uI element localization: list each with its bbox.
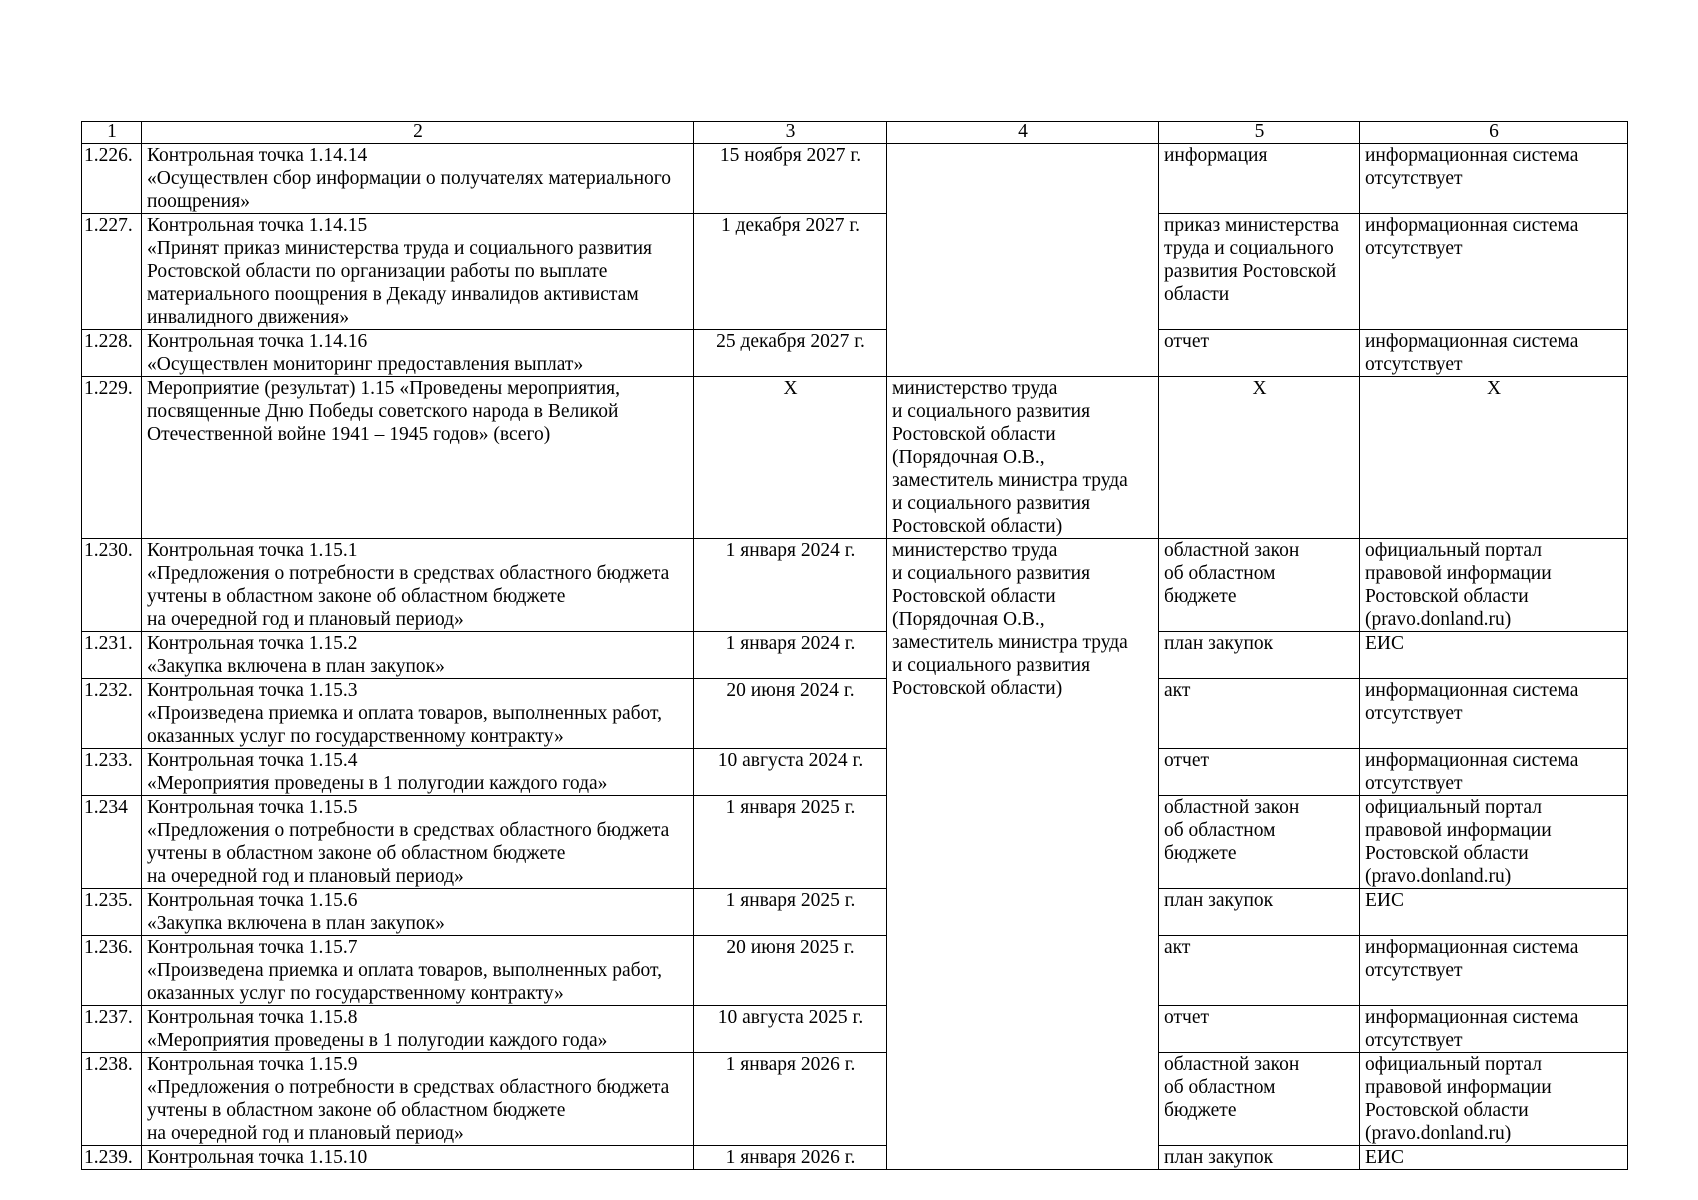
table-row [82, 679, 1628, 749]
row-date: 25 декабря 2027 г. [694, 330, 887, 377]
row-number: 1.231. [82, 632, 142, 679]
table-row [82, 1006, 1628, 1053]
row-number: 1.233. [82, 749, 142, 796]
row-document: информация [1159, 144, 1360, 214]
row-name: Контрольная точка 1.15.1 «Предложения о потребности в средствах областного бюджета учтены в областном законе об областном бюджете на очередной год и плановый период» [142, 539, 694, 632]
row-info-system: информационная система отсутствует [1360, 330, 1628, 377]
header-cell: 3 [694, 122, 887, 144]
row-number: 1.238. [82, 1053, 142, 1146]
table-row [82, 936, 1628, 1006]
row-document: план закупок [1159, 1146, 1360, 1170]
row-name: Мероприятие (результат) 1.15 «Проведены мероприятия, посвященные Дню Победы советского народа в Великой Отечественной войне 1941 – 1945 годов» (всего) [142, 377, 694, 539]
row-info-system: информационная система отсутствует [1360, 144, 1628, 214]
row-responsible-empty [887, 144, 1159, 377]
row-info-system: информационная система отсутствует [1360, 936, 1628, 1006]
row-document: отчет [1159, 749, 1360, 796]
row-info-system: официальный портал правовой информации Ростовской области (pravo.donland.ru) [1360, 539, 1628, 632]
row-info-system: ЕИС [1360, 1146, 1628, 1170]
row-info-system: информационная система отсутствует [1360, 214, 1628, 330]
header-cell: 4 [887, 122, 1159, 144]
row-date: 20 июня 2025 г. [694, 936, 887, 1006]
table-row [82, 889, 1628, 936]
row-name: Контрольная точка 1.15.6 «Закупка включена в план закупок» [142, 889, 694, 936]
row-document: акт [1159, 936, 1360, 1006]
row-document: отчет [1159, 1006, 1360, 1053]
row-number: 1.239. [82, 1146, 142, 1170]
table-row [82, 749, 1628, 796]
row-info-system: официальный портал правовой информации Ростовской области (pravo.donland.ru) [1360, 1053, 1628, 1146]
row-document: план закупок [1159, 889, 1360, 936]
row-number: 1.232. [82, 679, 142, 749]
row-number: 1.227. [82, 214, 142, 330]
row-name: Контрольная точка 1.15.5 «Предложения о потребности в средствах областного бюджета учтены в областном законе об областном бюджете на очередной год и плановый период» [142, 796, 694, 889]
row-date: 15 ноября 2027 г. [694, 144, 887, 214]
row-document: акт [1159, 679, 1360, 749]
row-date: 1 января 2024 г. [694, 632, 887, 679]
table-row [82, 214, 1628, 330]
row-info-system: ЕИС [1360, 632, 1628, 679]
row-name: Контрольная точка 1.15.4 «Мероприятия проведены в 1 полугодии каждого года» [142, 749, 694, 796]
row-name: Контрольная точка 1.14.14 «Осуществлен сбор информации о получателях материального поощрения» [142, 144, 694, 214]
row-number: 1.228. [82, 330, 142, 377]
row-name: Контрольная точка 1.15.10 [142, 1146, 694, 1170]
row-date: 10 августа 2025 г. [694, 1006, 887, 1053]
row-info-system: информационная система отсутствует [1360, 749, 1628, 796]
row-number: 1.226. [82, 144, 142, 214]
row-info-system: ЕИС [1360, 889, 1628, 936]
row-date: 10 августа 2024 г. [694, 749, 887, 796]
control-points-table [81, 121, 1628, 1170]
row-document: областной закон об областном бюджете [1159, 796, 1360, 889]
row-info-system: официальный портал правовой информации Ростовской области (pravo.donland.ru) [1360, 796, 1628, 889]
row-name: Контрольная точка 1.14.16 «Осуществлен мониторинг предоставления выплат» [142, 330, 694, 377]
row-date: 1 января 2025 г. [694, 889, 887, 936]
row-name: Контрольная точка 1.15.8 «Мероприятия проведены в 1 полугодии каждого года» [142, 1006, 694, 1053]
row-date: 1 января 2025 г. [694, 796, 887, 889]
row-date: 20 июня 2024 г. [694, 679, 887, 749]
row-name: Контрольная точка 1.15.3 «Произведена приемка и оплата товаров, выполненных работ, оказанных услуг по государственному контракту» [142, 679, 694, 749]
table-row [82, 539, 1628, 632]
row-name: Контрольная точка 1.14.15 «Принят приказ министерства труда и социального развития Ростовской области по организации работы по выплате материального поощрения в Декаду инвалидов активистам инвалидного движения» [142, 214, 694, 330]
row-name: Контрольная точка 1.15.2 «Закупка включена в план закупок» [142, 632, 694, 679]
row-document: отчет [1159, 330, 1360, 377]
row-date: 1 декабря 2027 г. [694, 214, 887, 330]
row-responsible: министерство труда и социального развития Ростовской области (Порядочная О.В., заместитель министра труда и социального развития Ростовской области) [887, 539, 1159, 1170]
header-cell: 5 [1159, 122, 1360, 144]
row-number: 1.234 [82, 796, 142, 889]
table-row [82, 796, 1628, 889]
row-number: 1.229. [82, 377, 142, 539]
table-row [82, 144, 1628, 214]
table-row [82, 632, 1628, 679]
header-cell: 1 [82, 122, 142, 144]
row-document: приказ министерства труда и социального развития Ростовской области [1159, 214, 1360, 330]
row-date: 1 января 2026 г. [694, 1146, 887, 1170]
row-date: 1 января 2024 г. [694, 539, 887, 632]
row-info-system: информационная система отсутствует [1360, 1006, 1628, 1053]
row-info-system: информационная система отсутствует [1360, 679, 1628, 749]
row-date: 1 января 2026 г. [694, 1053, 887, 1146]
row-number: 1.235. [82, 889, 142, 936]
row-name: Контрольная точка 1.15.7 «Произведена приемка и оплата товаров, выполненных работ, оказанных услуг по государственному контракту» [142, 936, 694, 1006]
row-info-system: X [1360, 377, 1628, 539]
table-row [82, 1053, 1628, 1146]
row-document: план закупок [1159, 632, 1360, 679]
row-number: 1.236. [82, 936, 142, 1006]
row-document: областной закон об областном бюджете [1159, 1053, 1360, 1146]
table-row [82, 377, 1628, 539]
row-document: X [1159, 377, 1360, 539]
row-number: 1.230. [82, 539, 142, 632]
table-header-row [82, 122, 1628, 144]
row-number: 1.237. [82, 1006, 142, 1053]
header-cell: 2 [142, 122, 694, 144]
row-document: областной закон об областном бюджете [1159, 539, 1360, 632]
row-date: X [694, 377, 887, 539]
row-name: Контрольная точка 1.15.9 «Предложения о потребности в средствах областного бюджета учтены в областном законе об областном бюджете на очередной год и плановый период» [142, 1053, 694, 1146]
row-responsible: министерство труда и социального развития Ростовской области (Порядочная О.В., заместитель министра труда и социального развития Ростовской области) [887, 377, 1159, 539]
header-cell: 6 [1360, 122, 1628, 144]
table-row [82, 330, 1628, 377]
table-row [82, 1146, 1628, 1170]
